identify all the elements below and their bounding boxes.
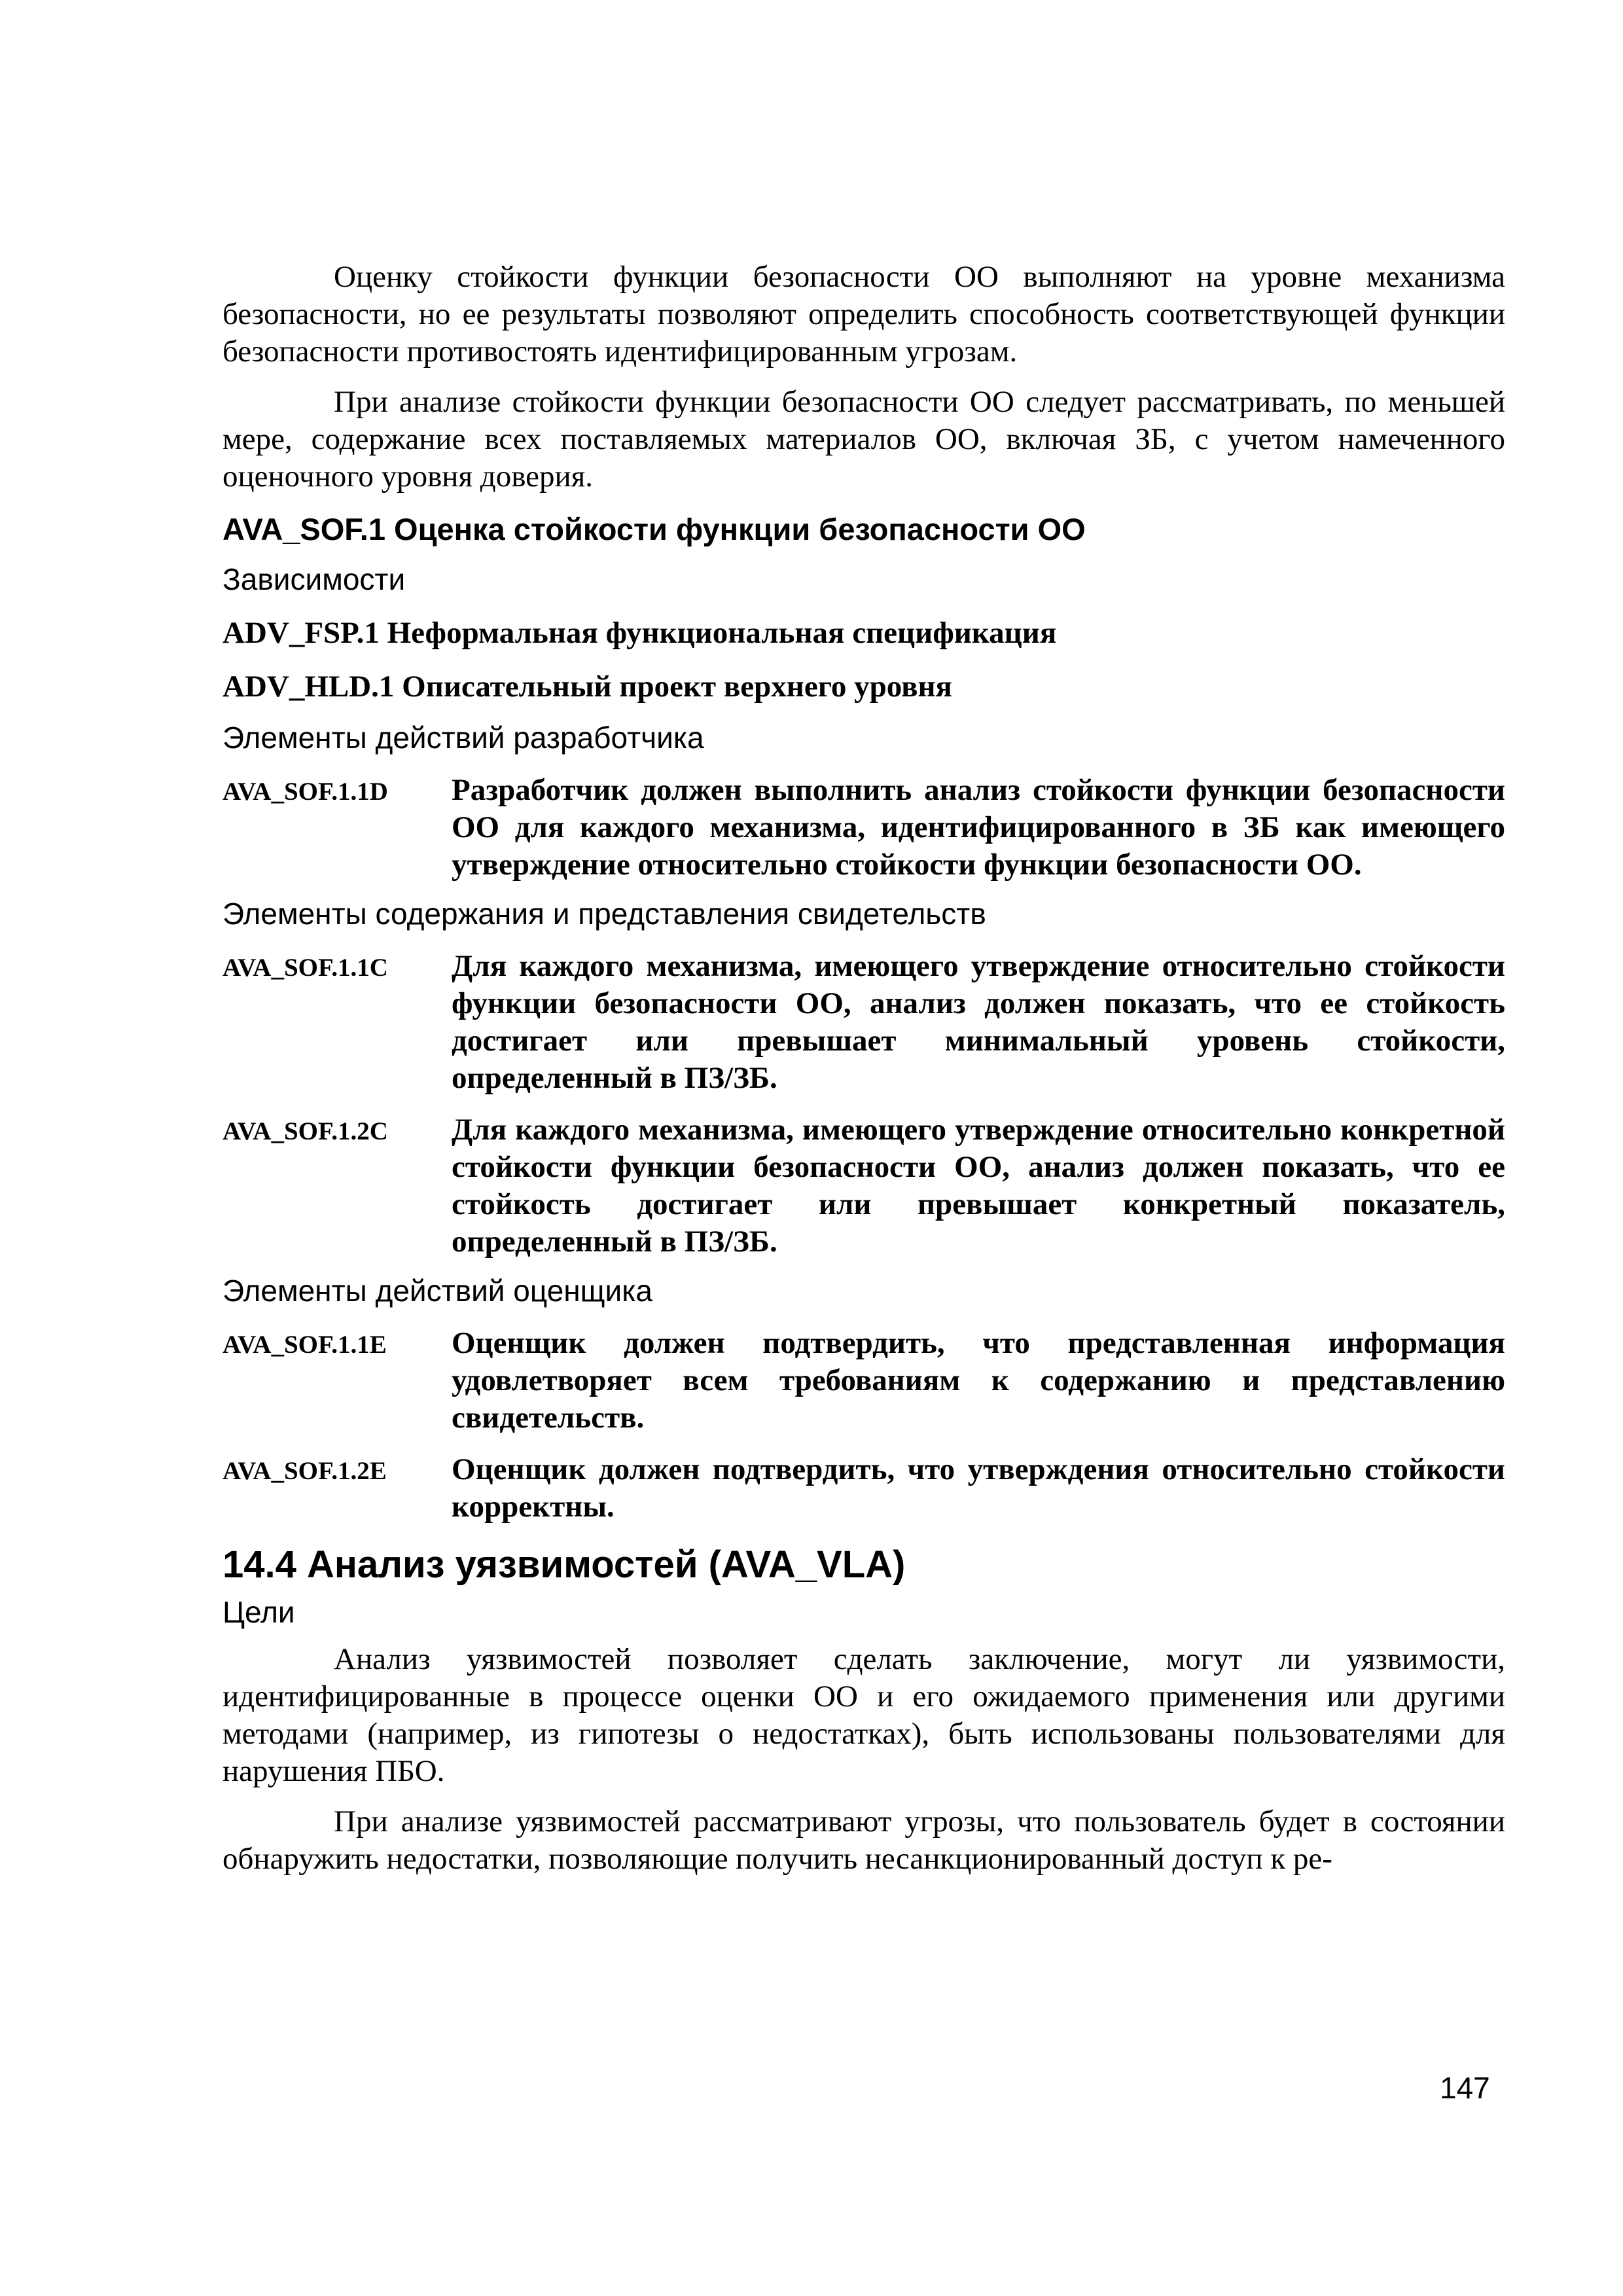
element-row [223, 1451, 1505, 1526]
page-number: 147 [1440, 2071, 1490, 2105]
intro-paragraph-1: Оценку стойкости функции безопасности ОО выполняют на уровне механизма безопасности, но ее результаты позволяют определить способность соответствующей функции безопасности противостоять идентифицированным угрозам. [223, 260, 1505, 368]
intro-paragraph-2: При анализе стойкости функции безопасности ОО следует рассматривать, по меньшей мере, содержание всех поставляемых материалов ОО, включая ЗБ, с учетом намеченного оценочного уровня доверия. [223, 385, 1505, 493]
element-row [223, 948, 1505, 1097]
page-content [223, 259, 1505, 1878]
section-title: 14.4 Анализ уязвимостей (AVA_VLA) [223, 1543, 906, 1586]
element-text: Для каждого механизма, имеющего утверждение относительно стойкости функции безопасности ОО, анализ должен показать, что ее стойкость достигает или превышает минимальный уровень стойкости, определенный в ПЗ/ЗБ. [452, 949, 1505, 1095]
element-row [223, 1111, 1505, 1261]
element-id: AVA_SOF.1.1E [223, 1331, 387, 1359]
element-id: AVA_SOF.1.2E [223, 1457, 387, 1485]
component-title: AVA_SOF.1 Оценка стойкости функции безопасности ОО [223, 512, 1086, 547]
element-text: Оценщик должен подтвердить, что утверждения относительно стойкости корректны. [452, 1452, 1505, 1524]
dependency-item: ADV_FSP.1 Неформальная функциональная спецификация [223, 616, 1057, 650]
element-id: AVA_SOF.1.1D [223, 778, 388, 806]
content-elements-heading: Элементы содержания и представления свидетельств [223, 897, 986, 931]
element-id: AVA_SOF.1.1C [223, 954, 388, 982]
section-paragraph-1: Анализ уязвимостей позволяет сделать заключение, могут ли уязвимости, идентифицированные в процессе оценки ОО и его ожидаемого применения или другими методами (например, из гипотезы о недостатках), быть использованы пользователями для нарушения ПБО. [223, 1642, 1505, 1788]
dependencies-heading: Зависимости [223, 562, 406, 596]
element-text: Для каждого механизма, имеющего утверждение относительно конкретной стойкости функции безопасности ОО, анализ должен показать, что ее стойкость достигает или превышает конкретный показатель, определенный в ПЗ/ЗБ. [452, 1113, 1505, 1259]
evaluator-elements-heading: Элементы действий оценщика [223, 1274, 652, 1308]
element-text: Разработчик должен выполнить анализ стойкости функции безопасности ОО для каждого механизма, идентифицированного в ЗБ как имеющего утверждение относительно стойкости функции безопасности ОО. [452, 773, 1505, 882]
element-text: Оценщик должен подтвердить, что представленная информация удовлетворяет всем требованиям к содержанию и представлению свидетельств. [452, 1326, 1505, 1435]
element-row [223, 772, 1505, 884]
section-paragraph-2: При анализе уязвимостей рассматривают угрозы, что пользователь будет в состоянии обнаружить недостатки, позволяющие получить несанкционированный доступ к ре- [223, 1804, 1505, 1876]
element-row [223, 1325, 1505, 1437]
element-id: AVA_SOF.1.2C [223, 1117, 388, 1145]
dependency-item: ADV_HLD.1 Описательный проект верхнего уровня [223, 670, 952, 704]
goals-heading: Цели [223, 1595, 295, 1629]
developer-elements-heading: Элементы действий разработчика [223, 721, 704, 755]
